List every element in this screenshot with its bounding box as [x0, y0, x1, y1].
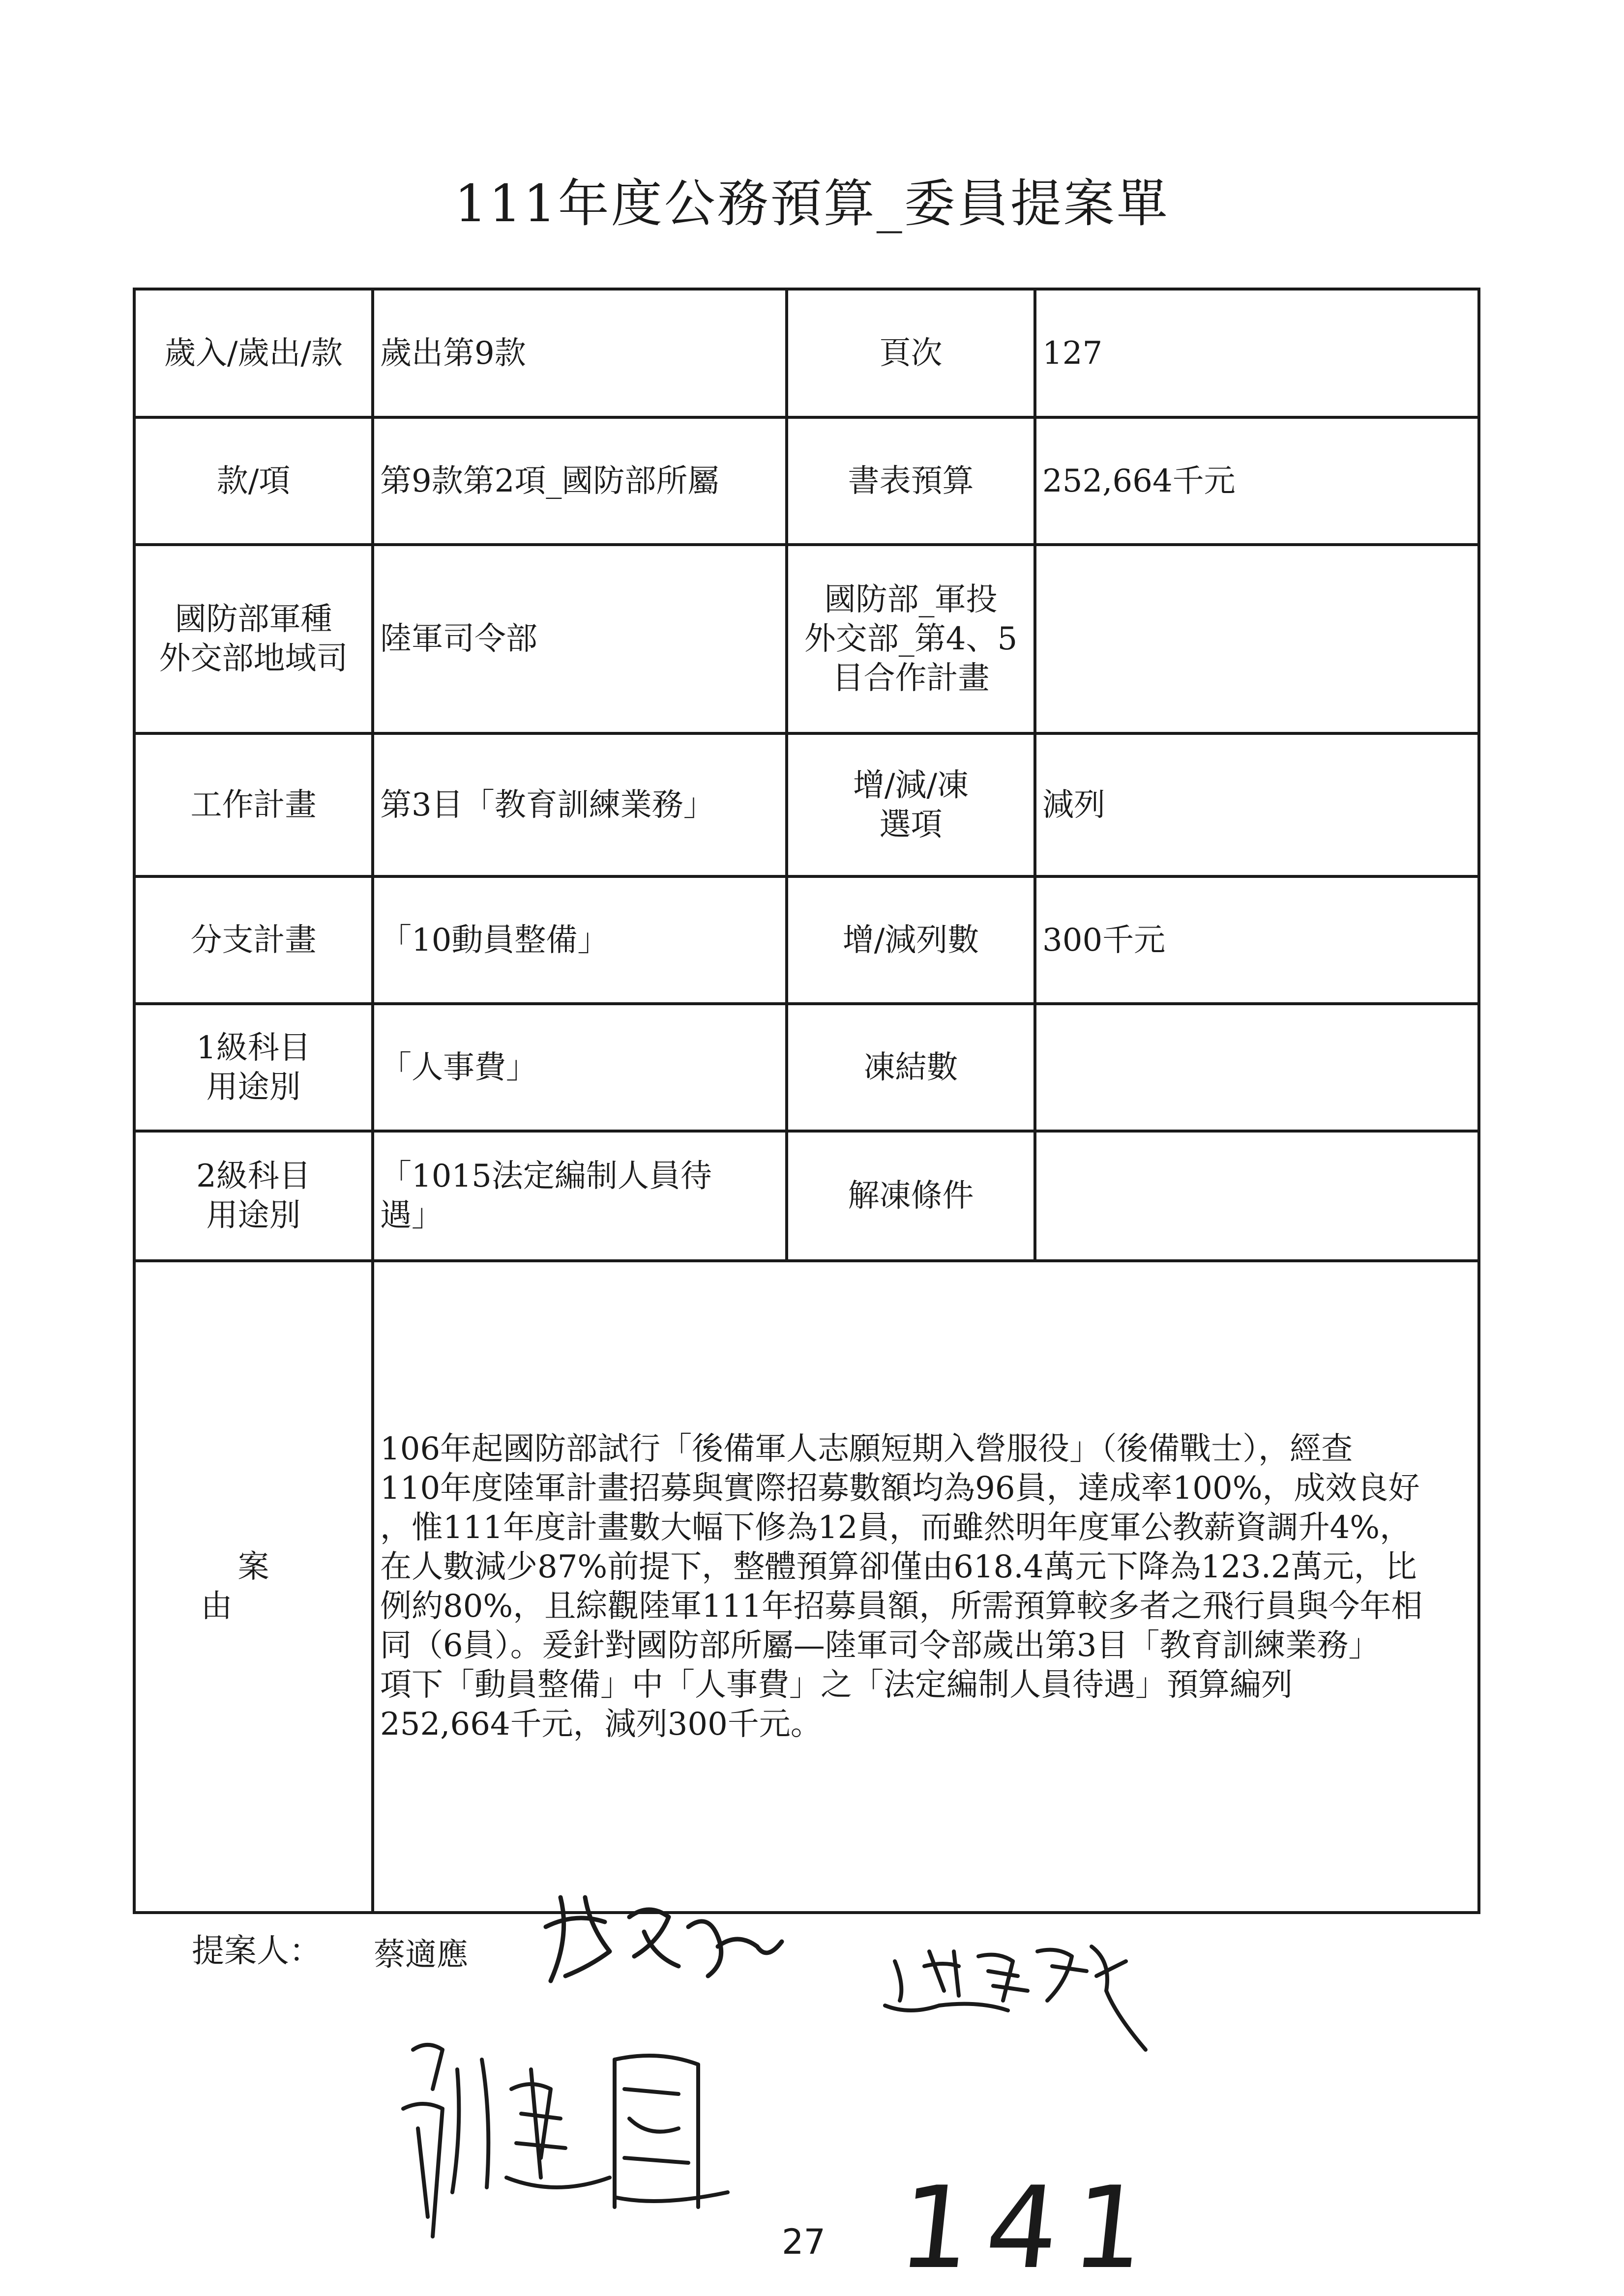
row-value	[373, 1131, 787, 1261]
proposer-name: 蔡適應	[374, 1937, 468, 1973]
reason-line: 252,664千元，減列300千元。	[380, 1706, 822, 1743]
label-line: 增/減/凍	[853, 767, 969, 804]
label-line: 1級科目	[196, 1029, 311, 1066]
reason-line: 在人數減少87%前提下，整體預算卻僅由618.4萬元下降為123.2萬元，比	[380, 1549, 1417, 1585]
label-line: 用途別	[206, 1197, 301, 1234]
case-reason	[373, 1261, 1479, 1913]
row-label-2: 頁次	[787, 289, 1035, 417]
row-value: 「人事費」	[373, 1004, 787, 1131]
label-line: 選項	[879, 806, 943, 843]
row-label	[134, 1131, 373, 1261]
row-value-2	[1035, 1131, 1479, 1261]
row-value: 第3目「教育訓練業務」	[373, 733, 787, 876]
value-line: 遇」	[380, 1197, 443, 1234]
row-label: 款/項	[134, 417, 373, 545]
row-label-2: 凍結數	[787, 1004, 1035, 1131]
row-label	[134, 1004, 373, 1131]
row-label: 歲入/歲出/款	[134, 289, 373, 417]
row-label-2	[787, 733, 1035, 876]
row-value-2	[1035, 545, 1479, 733]
label-line: 外交部地域司	[159, 640, 348, 677]
table-row	[134, 1131, 1479, 1261]
reason-line: ，惟111年度計畫數大幅下修為12員，而雖然明年度軍公教薪資調升4%，	[380, 1510, 1412, 1546]
label-line: 目合作計畫	[832, 660, 990, 697]
row-label-2: 解凍條件	[787, 1131, 1035, 1261]
label-line: 用途別	[206, 1069, 301, 1105]
row-label	[134, 545, 373, 733]
signature-liu	[384, 2030, 757, 2246]
signature-tsai	[531, 1883, 787, 1996]
page-number-small: 27	[782, 2222, 826, 2262]
row-value-2: 減列	[1035, 733, 1479, 876]
row-value: 歲出第9款	[373, 289, 787, 417]
reason-line: 項下「動員整備」中「人事費」之「法定編制人員待遇」預算編列	[380, 1667, 1293, 1703]
case-label-text: 案由	[201, 1549, 343, 1625]
row-value: 第9款第2項_國防部所屬	[373, 417, 787, 545]
page-number-stamp: 141	[892, 2163, 1167, 2294]
signature-chuang	[880, 1932, 1155, 2060]
table-row	[134, 733, 1479, 876]
label-line: 國防部軍種	[175, 601, 332, 638]
row-value: 陸軍司令部	[373, 545, 787, 733]
label-line: 外交部_第4、5	[804, 621, 1018, 657]
row-label: 工作計畫	[134, 733, 373, 876]
row-label-2: 增/減列數	[787, 876, 1035, 1004]
proposer-label: 提案人：	[192, 1932, 322, 1970]
label-line: 2級科目	[196, 1158, 311, 1194]
table-row	[134, 417, 1479, 545]
table-row	[134, 289, 1479, 417]
table-row	[134, 1004, 1479, 1131]
row-label-2	[787, 545, 1035, 733]
case-label	[134, 1261, 373, 1913]
reason-line: 106年起國防部試行「後備軍人志願短期入營服役」（後備戰士），經查	[380, 1431, 1353, 1467]
row-value-2: 127	[1035, 289, 1479, 417]
row-value-2	[1035, 1004, 1479, 1131]
table-row	[134, 1261, 1479, 1913]
page-title: 111年度公務預算_委員提案單	[454, 174, 1170, 233]
row-value-2: 300千元	[1035, 876, 1479, 1004]
value-line: 「1015法定編制人員待	[380, 1158, 712, 1194]
row-label: 分支計畫	[134, 876, 373, 1004]
reason-line: 例約80%，且綜觀陸軍111年招募員額，所需預算較多者之飛行員與今年相	[380, 1588, 1423, 1625]
row-label-2: 書表預算	[787, 417, 1035, 545]
reason-line: 同（6員）。爰針對國防部所屬—陸軍司令部歲出第3目「教育訓練業務」	[380, 1628, 1380, 1664]
table-row	[134, 876, 1479, 1004]
reason-line: 110年度陸軍計畫招募與實際招募數額均為96員，達成率100%，成效良好	[380, 1470, 1420, 1507]
table-row	[134, 545, 1479, 733]
row-value-2: 252,664千元	[1035, 417, 1479, 545]
proposal-form-table	[133, 288, 1480, 1914]
row-value: 「10動員整備」	[373, 876, 787, 1004]
label-line: 國防部_軍投	[824, 581, 998, 618]
